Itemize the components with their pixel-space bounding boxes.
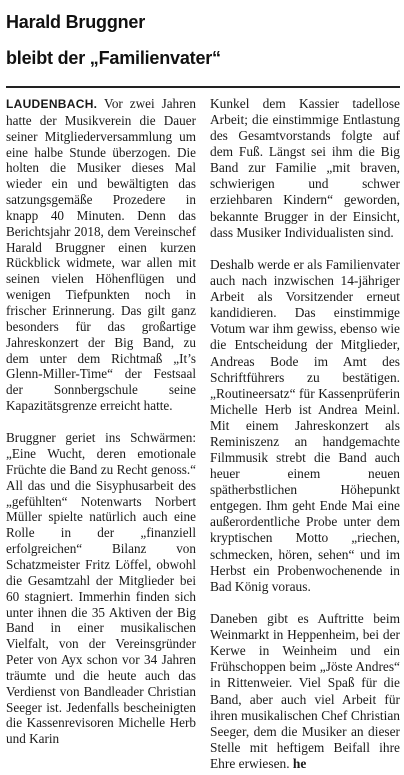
- dateline: LAUDENBACH.: [6, 97, 98, 111]
- headline-divider: [6, 86, 400, 88]
- author-signature: he: [292, 755, 307, 771]
- article-column-left: [6, 96, 196, 747]
- article-paragraph: [210, 611, 400, 772]
- article-paragraph: [6, 96, 196, 414]
- paragraph-text: Daneben gibt es Auftritte beim Weinmarkt in Heppenheim, bei der Kerwe in Weinheim und ein Frühschoppen beim „Jöste Andres“ in Rittenweier. Viel Spaß für die Band, aber auch viel Arbeit für ihren musikalischen Chef Christian Seeger, dem die Musiker an dieser Stelle mit heftigem Beifall ihre Ehre erwiesen.: [210, 611, 400, 771]
- headline-line-1: Harald Bruggner: [6, 12, 146, 32]
- article-paragraph: Kunkel dem Kassier tadellose Arbeit; die einstimmige Entlastung des Gesamtvorstands folgte auf dem Fuß. Längst sei ihm die Big Band zur Familie „mit braven, schwierigen und schwer erziehbaren Kindern“ geworden, bekannte Brugger in der Einsicht, dass Musiker Individualisten sind.: [210, 96, 400, 240]
- paragraph-text: Vor zwei Jahren hatte der Musikverein die Dauer seiner Mitgliederversammlung um eine halbe Stunde überzogen. Die holten die Musiker dieses Mal wieder ein und bewältigten das satzungsgemäße Prozedere in knapp 40 Minuten. Denn das Berichtsjahr 2018, dem Vereinschef Harald Bruggner einen kurzen Rückblick widmete, war allen mit seinen vielen Höhenflügen und wenigen Tiefpunkten noch in frischer Erinnerung. Das gilt ganz besonders für das großartige Jahreskonzert der Big Band, zu dem unter dem Richtmaß „It’s Glenn-Miller-Time“ der Festsaal der Sonnbergschule seine Kapazitätsgrenze erreicht hatte.: [6, 96, 196, 414]
- headline: [6, 4, 402, 76]
- article-column-right: [210, 96, 400, 772]
- article-paragraph: Deshalb werde er als Familienvater auch nach inzwischen 14-jähriger Arbeit als Vorsitzender erneut kandidieren. Das einstimmige Votum war ihm gewiss, ebenso wie die Entscheidung der Mitglieder, Andreas Bode im Amt des Schriftführers zu bestätigen. „Routineersatz“ für Kassenprüferin Michelle Herb ist Andrea Meinl. Mit einem Jahreskonzert als Reminiszenz an handgemachte Filmmusik strebt die Band auch heuer einem neuen spätherbstlichen Höhepunkt entgegen. Ihm geht Ende Mai eine außerordentliche Probe unter dem kryptischen Motto „riechen, schmecken, hören, sehen“ und im Herbst ein Probenwochenende in Bad König voraus.: [210, 257, 400, 594]
- article-paragraph: Bruggner geriet ins Schwärmen: „Eine Wucht, deren emotionale Früchte die Band zu Recht genoss.“ All das und die Sisyphusarbeit des „gefühlten“ Notenwarts Norbert Müller spielte natürlich auch eine Rolle in der „finanziell erfolgreichen“ Bilanz von Schatzmeister Fritz Löffel, obwohl die Gesamtzahl der Mitglieder bei 60 stagniert. Immerhin finden sich unter ihnen die 35 Aktiven der Big Band in einer musikalischen Vielfalt, von der Vereinsgründer Peter von Ayx schon vor 34 Jahren träumte und die heute auch das Verdienst von Bandleader Christian Seeger ist. Jedenfalls bescheinigten die Kassenrevisoren Michelle Herb und Karin: [6, 430, 196, 747]
- headline-line-2: bleibt der „Familienvater“: [6, 48, 221, 68]
